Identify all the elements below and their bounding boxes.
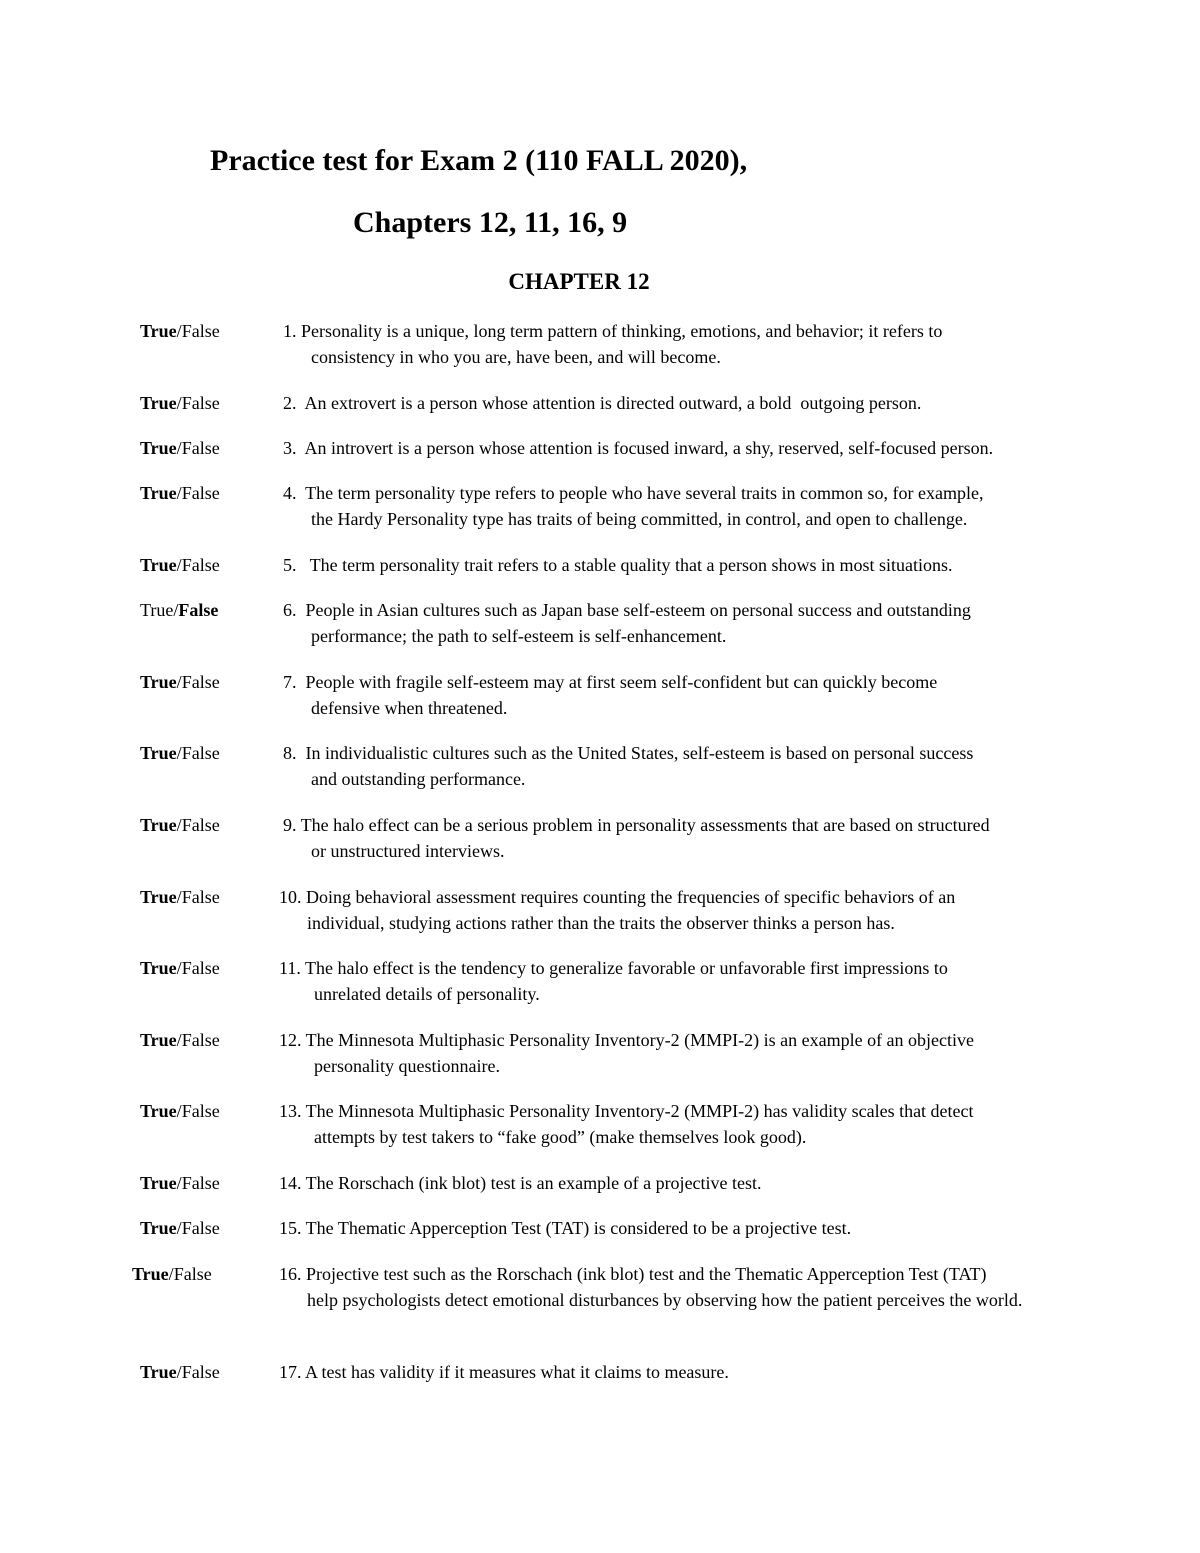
slash: / xyxy=(176,887,182,907)
false-label: False xyxy=(173,1264,212,1284)
question-line: 6. People in Asian cultures such as Japan base self-esteem on personal success and outstanding xyxy=(283,600,971,620)
answer-true-false xyxy=(140,552,220,578)
question-continuation: help psychologists detect emotional disturbances by observing how the patient perceives the world. xyxy=(307,1290,1023,1310)
question-text xyxy=(283,318,1083,370)
false-label: False xyxy=(181,321,220,341)
true-label: True xyxy=(140,743,177,763)
answer-true-false xyxy=(140,1098,220,1124)
answer-true-false xyxy=(140,1170,220,1196)
question-text xyxy=(279,1261,1079,1313)
true-label: True xyxy=(140,438,177,458)
question-text xyxy=(279,1098,1079,1150)
question-line: 8. In individualistic cultures such as the United States, self-esteem is based on personal success xyxy=(283,743,974,763)
question-continuation: personality questionnaire. xyxy=(314,1056,500,1076)
question-text xyxy=(279,1215,1079,1241)
false-label: False xyxy=(181,438,220,458)
answer-true-false xyxy=(140,390,220,416)
answer-true-false xyxy=(140,884,220,910)
true-label: True xyxy=(132,1264,169,1284)
true-label: True xyxy=(140,1101,177,1121)
true-label: True xyxy=(140,393,177,413)
slash: / xyxy=(173,600,179,620)
question-line: 1. Personality is a unique, long term pattern of thinking, emotions, and behavior; it refers to xyxy=(283,321,943,341)
answer-true-false xyxy=(140,1027,220,1053)
title-line-2: Chapters 12, 11, 16, 9 xyxy=(353,206,628,239)
slash: / xyxy=(176,438,182,458)
title-line-1: Practice test for Exam 2 (110 FALL 2020), xyxy=(210,144,748,177)
slash: / xyxy=(176,815,182,835)
false-label: False xyxy=(181,743,220,763)
question-line: 5. The term personality trait refers to a stable quality that a person shows in most situations. xyxy=(283,555,953,575)
question-line: 12. The Minnesota Multiphasic Personality Inventory-2 (MMPI-2) is an example of an objective xyxy=(279,1030,975,1050)
slash: / xyxy=(176,958,182,978)
slash: / xyxy=(176,743,182,763)
slash: / xyxy=(168,1264,174,1284)
true-label: True xyxy=(140,321,177,341)
answer-true-false xyxy=(140,597,218,623)
true-label: True xyxy=(140,1362,177,1382)
question-line: 15. The Thematic Apperception Test (TAT) is considered to be a projective test. xyxy=(279,1218,852,1238)
question-line: 7. People with fragile self-esteem may at first seem self-confident but can quickly become xyxy=(283,672,938,692)
question-line: 3. An introvert is a person whose attention is focused inward, a shy, reserved, self-focused person. xyxy=(283,438,994,458)
question-text xyxy=(283,740,1083,792)
slash: / xyxy=(176,555,182,575)
true-label: True xyxy=(140,1218,177,1238)
question-continuation: unrelated details of personality. xyxy=(314,984,540,1004)
question-continuation: defensive when threatened. xyxy=(311,698,508,718)
question-continuation: performance; the path to self-esteem is self-enhancement. xyxy=(311,626,727,646)
slash: / xyxy=(176,483,182,503)
true-label: True xyxy=(140,1030,177,1050)
answer-true-false xyxy=(140,740,220,766)
answer-true-false xyxy=(140,480,220,506)
false-label: False xyxy=(181,1030,220,1050)
false-label: False xyxy=(181,672,220,692)
slash: / xyxy=(176,393,182,413)
chapter-heading: CHAPTER 12 xyxy=(508,269,650,294)
false-label: False xyxy=(181,555,220,575)
question-continuation: and outstanding performance. xyxy=(311,769,526,789)
question-line: 2. An extrovert is a person whose attention is directed outward, a bold outgoing person. xyxy=(283,393,922,413)
question-line: 13. The Minnesota Multiphasic Personality Inventory-2 (MMPI-2) has validity scales that detect xyxy=(279,1101,974,1121)
false-label: False xyxy=(181,393,220,413)
answer-true-false xyxy=(140,955,220,981)
question-continuation: attempts by test takers to “fake good” (make themselves look good). xyxy=(314,1127,807,1147)
false-label: False xyxy=(181,1362,220,1382)
question-line: 9. The halo effect can be a serious problem in personality assessments that are based on structured xyxy=(283,815,990,835)
question-text xyxy=(279,955,1079,1007)
slash: / xyxy=(176,1218,182,1238)
question-text xyxy=(279,884,1079,936)
true-label: True xyxy=(140,815,177,835)
answer-true-false xyxy=(140,812,220,838)
false-label: False xyxy=(178,600,219,620)
true-label: True xyxy=(140,958,177,978)
answer-true-false xyxy=(140,669,220,695)
question-text xyxy=(283,669,1083,721)
true-label: True xyxy=(140,1173,177,1193)
true-label: True xyxy=(140,555,177,575)
answer-true-false xyxy=(140,1359,220,1385)
question-line: 14. The Rorschach (ink blot) test is an example of a projective test. xyxy=(279,1173,762,1193)
question-line: 17. A test has validity if it measures what it claims to measure. xyxy=(279,1362,729,1382)
question-text xyxy=(283,597,1083,649)
question-line: 11. The halo effect is the tendency to generalize favorable or unfavorable first impressions to xyxy=(279,958,948,978)
slash: / xyxy=(176,1030,182,1050)
true-label: True xyxy=(140,887,177,907)
question-text xyxy=(283,552,1083,578)
question-continuation: or unstructured interviews. xyxy=(311,841,505,861)
true-label: True xyxy=(140,600,174,620)
question-continuation: individual, studying actions rather than the traits the observer thinks a person has. xyxy=(307,913,895,933)
question-line: 16. Projective test such as the Rorschach (ink blot) test and the Thematic Apperception Test (TAT) xyxy=(279,1264,987,1284)
true-label: True xyxy=(140,483,177,503)
question-text xyxy=(279,1359,1079,1385)
true-label: True xyxy=(140,672,177,692)
answer-true-false xyxy=(140,1215,220,1241)
false-label: False xyxy=(181,1173,220,1193)
answer-true-false xyxy=(140,435,220,461)
question-continuation: the Hardy Personality type has traits of being committed, in control, and open to challenge. xyxy=(311,509,968,529)
false-label: False xyxy=(181,1218,220,1238)
question-text xyxy=(279,1027,1079,1079)
false-label: False xyxy=(181,815,220,835)
question-line: 10. Doing behavioral assessment requires counting the frequencies of specific behaviors of an xyxy=(279,887,956,907)
false-label: False xyxy=(181,1101,220,1121)
question-continuation: consistency in who you are, have been, and will become. xyxy=(311,347,721,367)
question-line: 4. The term personality type refers to people who have several traits in common so, for example, xyxy=(283,483,984,503)
question-text xyxy=(283,812,1083,864)
slash: / xyxy=(176,1173,182,1193)
slash: / xyxy=(176,672,182,692)
slash: / xyxy=(176,321,182,341)
false-label: False xyxy=(181,887,220,907)
question-text xyxy=(283,480,1083,532)
slash: / xyxy=(176,1101,182,1121)
question-text xyxy=(283,390,1083,416)
false-label: False xyxy=(181,483,220,503)
answer-true-false xyxy=(140,318,220,344)
slash: / xyxy=(176,1362,182,1382)
question-text xyxy=(279,1170,1079,1196)
answer-true-false xyxy=(132,1261,212,1287)
false-label: False xyxy=(181,958,220,978)
question-text xyxy=(283,435,1083,461)
